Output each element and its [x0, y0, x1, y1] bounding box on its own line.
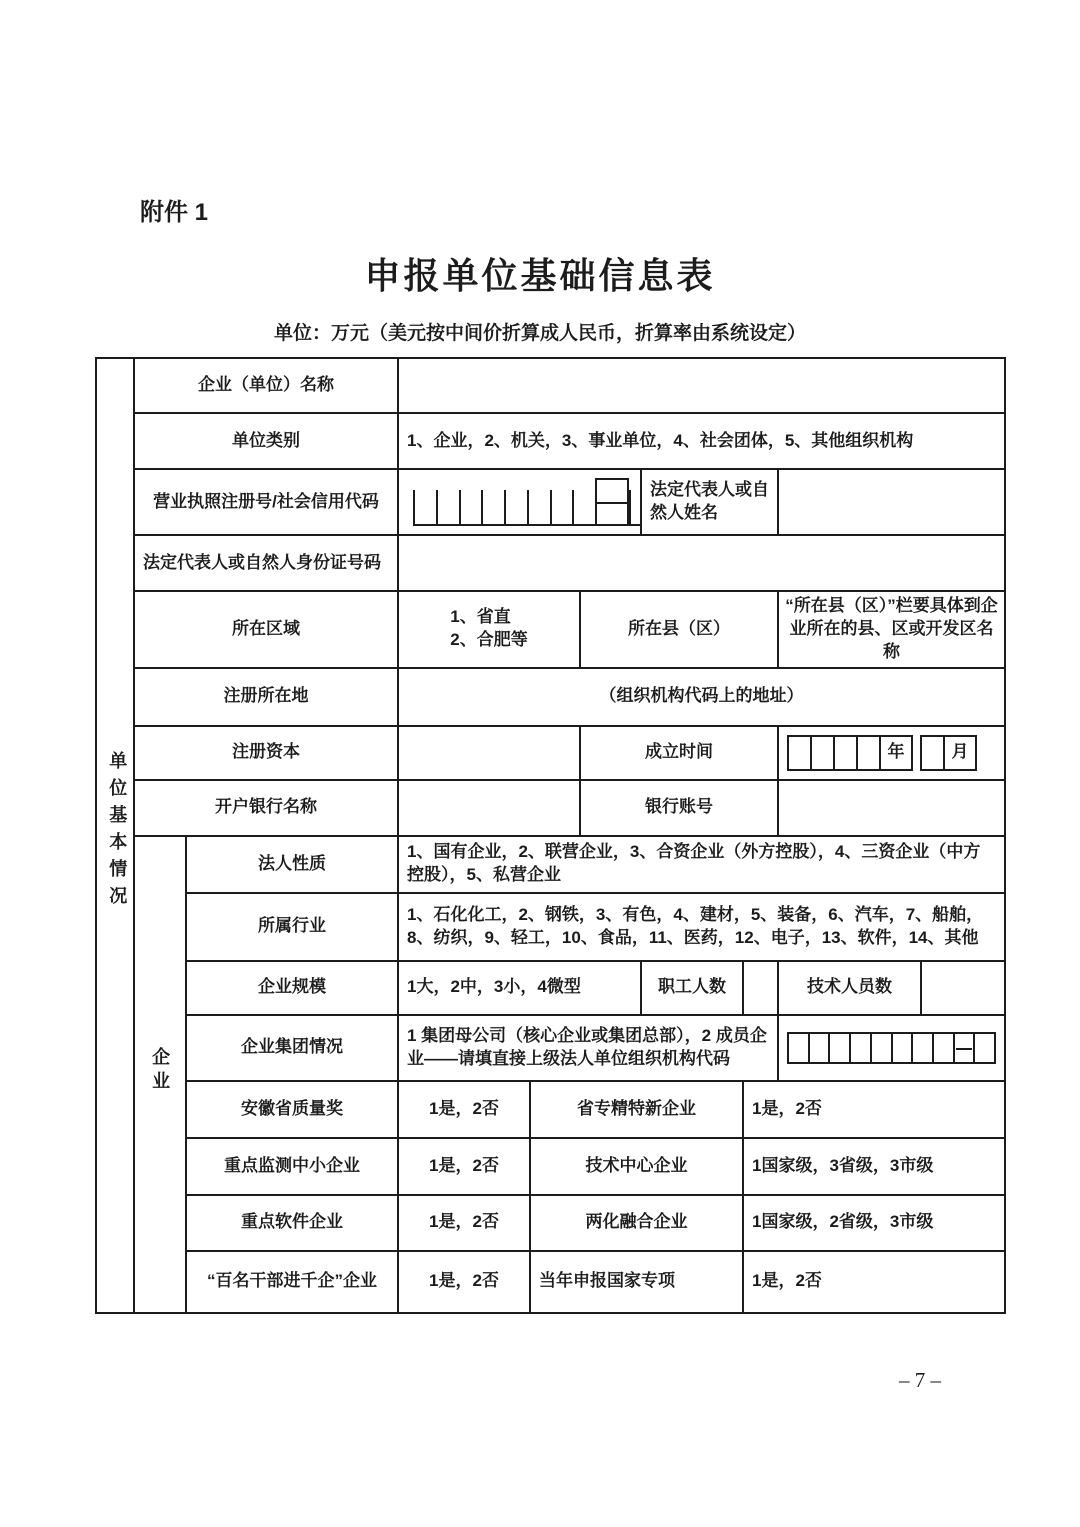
region-options [398, 591, 580, 668]
scale-options: 1大，2中，3小，4微型 [398, 961, 641, 1015]
integration-label: 两化融合企业 [530, 1195, 743, 1251]
date-month-group [920, 735, 977, 771]
bank-name-label: 开户银行名称 [134, 780, 398, 836]
legal-nature-options: 1、国有企业，2、联营企业，3、合资企业（外方控股），4、三资企业（中方控股），5、私营企业 [398, 836, 1005, 893]
group-code-comb [787, 1032, 996, 1064]
table-row [96, 1081, 1005, 1138]
basic-info-table [95, 357, 1006, 1314]
software-label: 重点软件企业 [186, 1195, 398, 1251]
reg-addr-label: 注册所在地 [134, 668, 398, 726]
hundred-cadres-opt: 1是，2否 [398, 1251, 530, 1313]
founding-date-label: 成立时间 [580, 726, 778, 780]
attachment-label: 附件 1 [140, 199, 209, 226]
section-label-cell [96, 358, 134, 1313]
legal-rep-label: 法定代表人或自然人姓名 [641, 469, 778, 535]
license-comb-cell [398, 469, 641, 535]
group-status-options: 1 集团母公司（核心企业或集团总部），2 成员企业——请填直接上级法人单位组织机构代码 [398, 1015, 778, 1081]
table-row [96, 591, 1005, 668]
group-status-label: 企业集团情况 [186, 1015, 398, 1081]
county-label: 所在县（区） [580, 591, 778, 668]
capital-label: 注册资本 [134, 726, 398, 780]
industry-label: 所属行业 [186, 893, 398, 961]
table-row [96, 1015, 1005, 1081]
page-title: 申报单位基础信息表 [364, 255, 716, 296]
tech-count-value [921, 961, 1005, 1015]
date-year-group [787, 735, 913, 771]
scale-label: 企业规模 [186, 961, 398, 1015]
enterprise-section-label: 企业 [150, 1046, 171, 1095]
table-row [96, 668, 1005, 726]
region-option-2: 2、合肥等 [450, 630, 528, 650]
year-box-label: 年 [879, 737, 911, 769]
id-card-label: 法定代表人或自然人身份证号码 [134, 535, 398, 591]
hundred-cadres-label: “百名干部进千企”企业 [186, 1251, 398, 1313]
specialized-label: 省专精特新企业 [530, 1081, 743, 1138]
table-row [96, 535, 1005, 591]
region-option-1: 1、省直 [450, 607, 511, 627]
staff-count-label: 职工人数 [641, 961, 743, 1015]
national-project-opt: 1是，2否 [743, 1251, 1005, 1313]
region-label: 所在区域 [134, 591, 398, 668]
tech-count-label: 技术人员数 [778, 961, 921, 1015]
unit-type-options: 1、企业，2、机关，3、事业单位，4、社会团体，5、其他组织机构 [398, 413, 1005, 469]
section-label: 单位基本情况 [107, 750, 128, 913]
capital-value [398, 726, 580, 780]
monitor-label: 重点监测中小企业 [186, 1138, 398, 1195]
company-name-value [398, 358, 1005, 413]
national-project-label: 当年申报国家专项 [530, 1251, 743, 1313]
reg-addr-value: （组织机构代码上的地址） [398, 668, 1005, 726]
page-number: – 7 – [899, 1368, 941, 1392]
table-row [96, 961, 1005, 1015]
software-opt: 1是，2否 [398, 1195, 530, 1251]
legal-rep-value [778, 469, 1005, 535]
quality-award-label: 安徽省质量奖 [186, 1081, 398, 1138]
county-note: “所在县（区）”栏要具体到企业所在的县、区或开发区名称 [778, 591, 1005, 668]
integration-opt: 1国家级，2省级，3市级 [743, 1195, 1005, 1251]
table-row [96, 469, 1005, 535]
table-row [96, 780, 1005, 836]
table-row [96, 1251, 1005, 1313]
table-row [96, 413, 1005, 469]
bank-account-label: 银行账号 [580, 780, 778, 836]
unit-note: 单位：万元（美元按中间价折算成人民币，折算率由系统设定） [273, 323, 806, 344]
table-row [96, 1195, 1005, 1251]
bank-account-value [778, 780, 1005, 836]
legal-nature-label: 法人性质 [186, 836, 398, 893]
tech-center-label: 技术中心企业 [530, 1138, 743, 1195]
license-comb [413, 478, 641, 526]
monitor-opt: 1是，2否 [398, 1138, 530, 1195]
enterprise-section-cell [134, 836, 186, 1313]
month-box-label: 月 [943, 737, 975, 769]
company-name-label: 企业（单位）名称 [134, 358, 398, 413]
bank-name-value [398, 780, 580, 836]
table-row [96, 726, 1005, 780]
table-row [96, 836, 1005, 893]
quality-award-opt: 1是，2否 [398, 1081, 530, 1138]
table-row [96, 1138, 1005, 1195]
group-code-cell [778, 1015, 1005, 1081]
table-row [96, 893, 1005, 961]
specialized-opt: 1是，2否 [743, 1081, 1005, 1138]
staff-count-value [743, 961, 778, 1015]
founding-date-boxes [778, 726, 1005, 780]
unit-type-label: 单位类别 [134, 413, 398, 469]
license-label: 营业执照注册号/社会信用代码 [134, 469, 398, 535]
id-card-value [398, 535, 1005, 591]
tech-center-opt: 1国家级，3省级，3市级 [743, 1138, 1005, 1195]
industry-options: 1、石化化工，2、钢铁，3、有色，4、建材，5、装备，6、汽车，7、船舶，8、纺织，9、轻工，10、食品，11、医药，12、电子，13、软件，14、其他 [398, 893, 1005, 961]
table-row [96, 358, 1005, 413]
